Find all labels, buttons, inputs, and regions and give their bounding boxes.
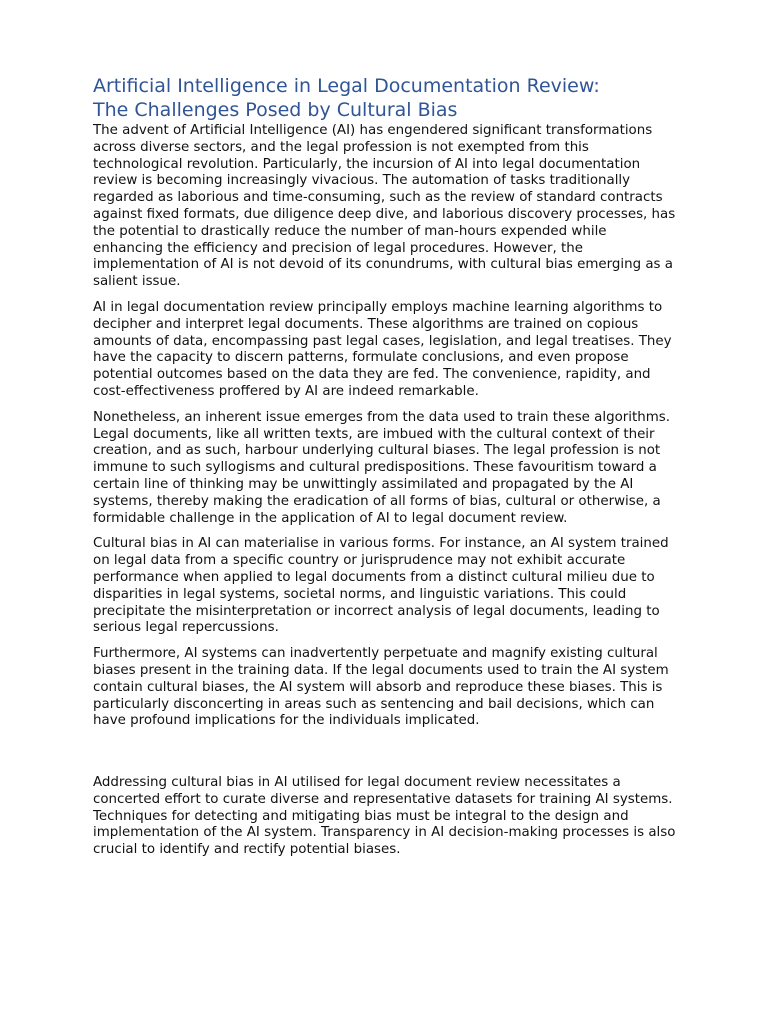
paragraph-4: Cultural bias in AI can materialise in various forms. For instance, an AI system trained on legal data from a specific country or jurisprudence may not exhibit accurate performance when applied to legal documents from a distinct cultural milieu due to disparities in legal systems, societal norms, and linguistic variations. This could precipitate the misinterpretation or incorrect analysis of legal documents, leading to serious legal repercussions. <box>93 536 669 636</box>
paragraph-1: The advent of Artificial Intelligence (AI) has engendered significant transformations across diverse sectors, and the legal profession is not exempted from this technological revolution. Particularly, the incursion of AI into legal documentation review is becoming increasingly vivacious. The automation of tasks traditionally regarded as laborious and time-consuming, such as the review of standard contracts against fixed formats, due diligence deep dive, and laborious discovery processes, has the potential to drastically reduce the number of man-hours expended while enhancing the efficiency and precision of legal procedures. However, the implementation of AI is not devoid of its conundrums, with cultural bias emerging as a salient issue. <box>93 123 676 290</box>
document-title <box>93 74 678 122</box>
paragraph-3: Nonetheless, an inherent issue emerges from the data used to train these algorithms. Legal documents, like all written texts, are imbued with the cultural context of their creation, and as such, harbour underlying cultural biases. The legal profession is not immune to such syllogisms and cultural predispositions. These favouritism toward a certain line of thinking may be unwittingly assimilated and propagated by the AI systems, thereby making the eradication of all forms of bias, cultural or otherwise, a formidable challenge in the application of AI to legal document review. <box>93 409 671 526</box>
title-line-2: The Challenges Posed by Cultural Bias <box>93 99 458 121</box>
paragraph-5: Furthermore, AI systems can inadvertently perpetuate and magnify existing cultural biases present in the training data. If the legal documents used to train the AI system contain cultural biases, the AI system will absorb and reproduce these biases. This is particularly disconcerting in areas such as sentencing and bail decisions, which can have profound implications for the individuals implicated. <box>93 646 669 729</box>
blank-line-spacer <box>93 739 678 775</box>
document-page <box>93 74 678 868</box>
title-line-1: Artificial Intelligence in Legal Documentation Review: <box>93 75 600 97</box>
paragraph-2: AI in legal documentation review principally employs machine learning algorithms to decipher and interpret legal documents. These algorithms are trained on copious amounts of data, encompassing past legal cases, legislation, and legal treatises. They have the capacity to discern patterns, formulate conclusions, and even propose potential outcomes based on the data they are fed. The convenience, rapidity, and cost-effectiveness proffered by AI are indeed remarkable. <box>93 299 672 399</box>
paragraph-6: Addressing cultural bias in AI utilised for legal document review necessitates a concerted effort to curate diverse and representative datasets for training AI systems. Techniques for detecting and mitigating bias must be integral to the design and implementation of the AI system. Transparency in AI decision-making processes is also crucial to identify and rectify potential biases. <box>93 775 676 858</box>
